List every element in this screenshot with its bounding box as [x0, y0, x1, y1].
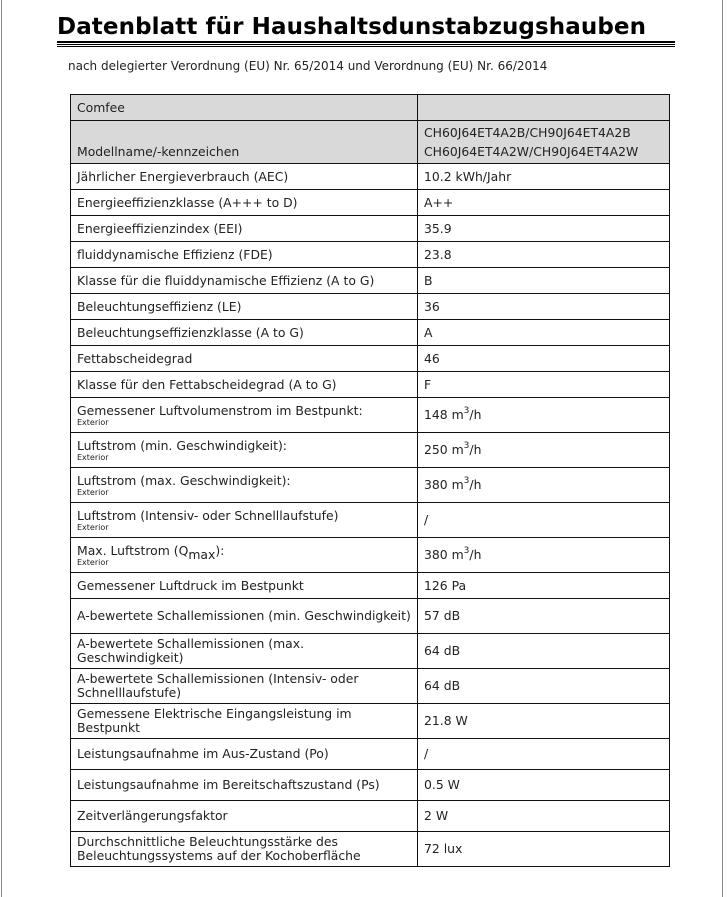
value-exponent: 3 — [463, 546, 470, 556]
model-label-cell: Modellname/-kennzeichen — [71, 121, 418, 164]
table-row — [71, 294, 670, 320]
row-value: 35.9 — [418, 216, 670, 242]
model-values-cell — [418, 121, 670, 164]
table-row-airflow — [71, 503, 670, 538]
row-label: Energieeffizienzindex (EEI) — [71, 216, 418, 242]
row-value: 126 Pa — [418, 573, 670, 599]
row-label: Gemessene Elektrische Eingangsleistung im Bestpunkt — [71, 704, 418, 739]
row-label: Fettabscheidegrad — [71, 346, 418, 372]
row-value: 36 — [418, 294, 670, 320]
table-row — [71, 739, 670, 770]
table-row — [71, 770, 670, 801]
value-exponent: 3 — [463, 406, 470, 416]
row-label: Beleuchtungseffizienzklasse (A to G) — [71, 320, 418, 346]
table-row-airflow — [71, 433, 670, 468]
row-label: Klasse für den Fettabscheidegrad (A to G) — [71, 372, 418, 398]
table-row — [71, 242, 670, 268]
row-label: Beleuchtungseffizienz (LE) — [71, 294, 418, 320]
row-value: 64 dB — [418, 669, 670, 704]
row-value: 57 dB — [418, 599, 670, 634]
value-number: 250 m — [424, 442, 464, 457]
row-value: 64 dB — [418, 634, 670, 669]
row-value — [418, 503, 670, 538]
row-value: F — [418, 372, 670, 398]
table-row — [71, 669, 670, 704]
value-unit: /h — [469, 407, 482, 422]
value-unit: /h — [469, 547, 482, 562]
row-sublabel: Exterior — [77, 452, 109, 462]
row-label: Klasse für die fluiddynamische Effizienz (A to G) — [71, 268, 418, 294]
table-row — [71, 704, 670, 739]
table-row-airflow — [71, 468, 670, 503]
row-label-text: Gemessener Luftvolumenstrom im Bestpunkt: — [77, 402, 363, 418]
row-sublabel: Exterior — [77, 522, 109, 532]
row-value: 23.8 — [418, 242, 670, 268]
table-row — [71, 268, 670, 294]
table-row — [71, 599, 670, 634]
row-value: 2 W — [418, 801, 670, 832]
document-subtitle: nach delegierter Verordnung (EU) Nr. 65/2014 und Verordnung (EU) Nr. 66/2014 — [68, 59, 548, 73]
row-label — [71, 538, 418, 573]
row-value: 46 — [418, 346, 670, 372]
row-value — [418, 538, 670, 573]
value-number: / — [424, 512, 429, 527]
table-row-airflow — [71, 398, 670, 433]
model-value: CH60J64ET4A2B/CH90J64ET4A2B — [424, 125, 631, 140]
row-label — [71, 468, 418, 503]
table-row — [71, 372, 670, 398]
title-underline — [57, 46, 675, 47]
row-value: 0.5 W — [418, 770, 670, 801]
table-row — [71, 634, 670, 669]
row-label: Gemessener Luftdruck im Bestpunkt — [71, 573, 418, 599]
table-row — [71, 190, 670, 216]
row-value — [418, 433, 670, 468]
table-row-model — [71, 121, 670, 164]
row-label — [71, 398, 418, 433]
value-number: 380 m — [424, 547, 464, 562]
row-value — [418, 468, 670, 503]
row-value: A++ — [418, 190, 670, 216]
row-label-text: Luftstrom (max. Geschwindigkeit): — [77, 472, 291, 488]
table-row — [71, 216, 670, 242]
table-row — [71, 164, 670, 190]
row-label: A-bewertete Schallemissionen (max. Geschwindigkeit) — [71, 634, 418, 669]
row-value: / — [418, 739, 670, 770]
value-number: 380 m — [424, 477, 464, 492]
row-sublabel: Exterior — [77, 557, 109, 567]
table-row-qmax — [71, 538, 670, 573]
table-row — [71, 801, 670, 832]
table-row — [71, 832, 670, 867]
row-label: Leistungsaufnahme im Aus-Zustand (Po) — [71, 739, 418, 770]
value-exponent: 3 — [463, 476, 470, 486]
row-value: 10.2 kWh/Jahr — [418, 164, 670, 190]
model-value: CH60J64ET4A2W/CH90J64ET4A2W — [424, 144, 639, 159]
brand-cell: Comfee — [71, 95, 418, 121]
row-label-suffix: ): — [215, 542, 225, 558]
title-underline — [57, 44, 675, 45]
row-sublabel: Exterior — [77, 487, 109, 497]
brand-value-cell — [418, 95, 670, 121]
value-exponent: 3 — [463, 441, 470, 451]
row-label: Leistungsaufnahme im Bereitschaftszustand (Ps) — [71, 770, 418, 801]
row-label — [71, 433, 418, 468]
row-label: Durchschnittliche Beleuchtungsstärke des Beleuchtungssystems auf der Kochoberfläche — [71, 832, 418, 867]
table-row — [71, 346, 670, 372]
table-row — [71, 320, 670, 346]
document-title: Datenblatt für Haushaltsdunstabzugshauben — [57, 14, 647, 40]
row-label-subscript: max — [188, 546, 216, 562]
row-value: A — [418, 320, 670, 346]
row-label: Zeitverlängerungsfaktor — [71, 801, 418, 832]
datasheet-table — [70, 94, 670, 867]
row-label: A-bewertete Schallemissionen (min. Geschwindigkeit) — [71, 599, 418, 634]
row-label: Energieeffizienzklasse (A+++ to D) — [71, 190, 418, 216]
row-label — [71, 503, 418, 538]
row-value: 72 lux — [418, 832, 670, 867]
value-unit: /h — [469, 442, 482, 457]
row-value: B — [418, 268, 670, 294]
row-label: Jährlicher Energieverbrauch (AEC) — [71, 164, 418, 190]
row-label: fluiddynamische Effizienz (FDE) — [71, 242, 418, 268]
row-value — [418, 398, 670, 433]
value-unit: /h — [469, 477, 482, 492]
value-number: 148 m — [424, 407, 464, 422]
table-row — [71, 573, 670, 599]
row-label-text: Luftstrom (min. Geschwindigkeit): — [77, 437, 287, 453]
table-row-brand — [71, 95, 670, 121]
row-label-text: Max. Luftstrom (Q — [77, 542, 189, 558]
row-label: A-bewertete Schallemissionen (Intensiv- oder Schnelllaufstufe) — [71, 669, 418, 704]
row-sublabel: Exterior — [77, 417, 109, 427]
row-label-text: Luftstrom (Intensiv- oder Schnelllaufstufe) — [77, 507, 339, 523]
title-underline — [57, 41, 675, 43]
row-value: 21.8 W — [418, 704, 670, 739]
